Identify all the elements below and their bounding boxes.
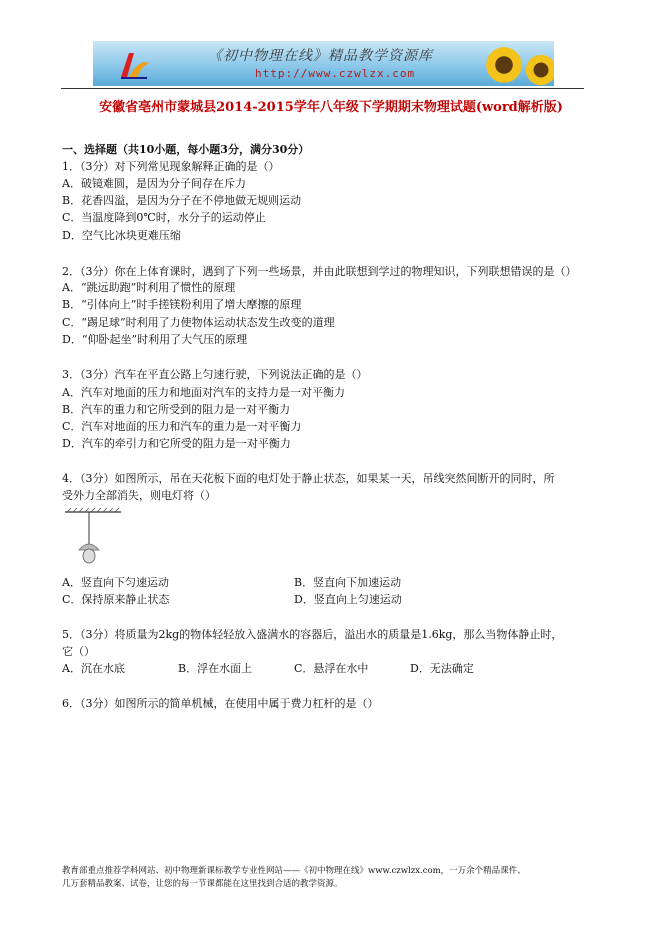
q5-stem-line2: 它（） bbox=[62, 645, 95, 658]
q5-option-c: C．悬浮在水中 bbox=[294, 662, 369, 675]
q3-option-b: B．汽车的重力和它所受到的阻力是一对平衡力 bbox=[62, 403, 291, 416]
site-logo-icon bbox=[117, 49, 151, 81]
q4-stem-line2: 受外力全部消失，则电灯将（） bbox=[62, 489, 216, 502]
q1-option-d: D．空气比冰块更难压缩 bbox=[62, 229, 181, 242]
banner-url[interactable]: http://www.czwlzx.com bbox=[255, 67, 416, 80]
q3-stem: 3．（3分）汽车在平直公路上匀速行驶，下列说法正确的是（） bbox=[62, 368, 368, 381]
q3-option-c: C．汽车对地面的压力和汽车的重力是一对平衡力 bbox=[62, 420, 302, 433]
document-title: 安徽省亳州市蒙城县2014-2015学年八年级下学期期末物理试题(word解析版) bbox=[99, 100, 563, 115]
q3-option-d: D．汽车的牵引力和它所受的阻力是一对平衡力 bbox=[62, 437, 291, 450]
q5-option-b: B．浮在水面上 bbox=[178, 662, 253, 675]
sunflower-icon bbox=[484, 45, 524, 85]
q2-option-d: D．“仰卧起坐”时利用了大气压的原理 bbox=[62, 333, 248, 346]
header-divider bbox=[61, 88, 584, 89]
q4-option-c: C．保持原来静止状态 bbox=[62, 593, 170, 606]
q1-option-b: B．花香四溢，是因为分子在不停地做无规则运动 bbox=[62, 194, 302, 207]
q1-option-a: A．破镜难圆，是因为分子间存在斥力 bbox=[62, 177, 246, 190]
q5-option-d: D．无法确定 bbox=[410, 662, 474, 675]
q2-option-a: A．“跳远助跑”时利用了惯性的原理 bbox=[62, 281, 236, 294]
q4-option-a: A．竖直向下匀速运动 bbox=[62, 576, 169, 589]
q4-option-d: D．竖直向上匀速运动 bbox=[294, 593, 402, 606]
q6-stem: 6．（3分）如图所示的简单机械，在使用中属于费力杠杆的是（） bbox=[62, 697, 379, 710]
q4-stem-line1: 4．（3分）如图所示，吊在天花板下面的电灯处于静止状态，如果某一天，吊线突然间断开的同时，所 bbox=[62, 472, 555, 485]
banner-title: 《初中物理在线》精品教学资源库 bbox=[208, 48, 433, 64]
hanging-lamp-icon bbox=[65, 508, 125, 568]
q4-option-b: B．竖直向下加速运动 bbox=[294, 576, 402, 589]
sunflower-icon bbox=[524, 53, 554, 86]
q5-stem-line1: 5．（3分）将质量为2kg的物体轻轻放入盛满水的容器后，溢出水的质量是1.6kg，那么当物体静止时， bbox=[62, 628, 563, 641]
footer-line2: 几万套精品教案、试卷，让您的每一节课都能在这里找到合适的教学资源。 bbox=[62, 879, 343, 889]
q1-stem: 1．（3分）对下列常见现象解释正确的是（） bbox=[62, 160, 280, 173]
q5-option-a: A．沉在水底 bbox=[62, 662, 125, 675]
q2-option-c: C．“踢足球”时利用了力使物体运动状态发生改变的道理 bbox=[62, 316, 335, 329]
q2-stem: 2．（3分）你在上体育课时，遇到了下列一些场景，并由此联想到学过的物理知识，下列联想错误的是（） bbox=[62, 265, 577, 278]
q1-option-c: C．当温度降到0℃时，水分子的运动停止 bbox=[62, 211, 266, 224]
section-heading: 一、选择题（共10小题，每小题3分，满分30分） bbox=[62, 143, 310, 156]
header-banner bbox=[93, 41, 554, 86]
footer-line1: 教育部重点推荐学科网站、初中物理新课标教学专业性网站——《初中物理在线》www.czwlzx.com，一万余个精品课件、 bbox=[62, 866, 526, 876]
q3-option-a: A．汽车对地面的压力和地面对汽车的支持力是一对平衡力 bbox=[62, 386, 345, 399]
q2-option-b: B．“引体向上”时手搓镁粉利用了增大摩擦的原理 bbox=[62, 298, 302, 311]
